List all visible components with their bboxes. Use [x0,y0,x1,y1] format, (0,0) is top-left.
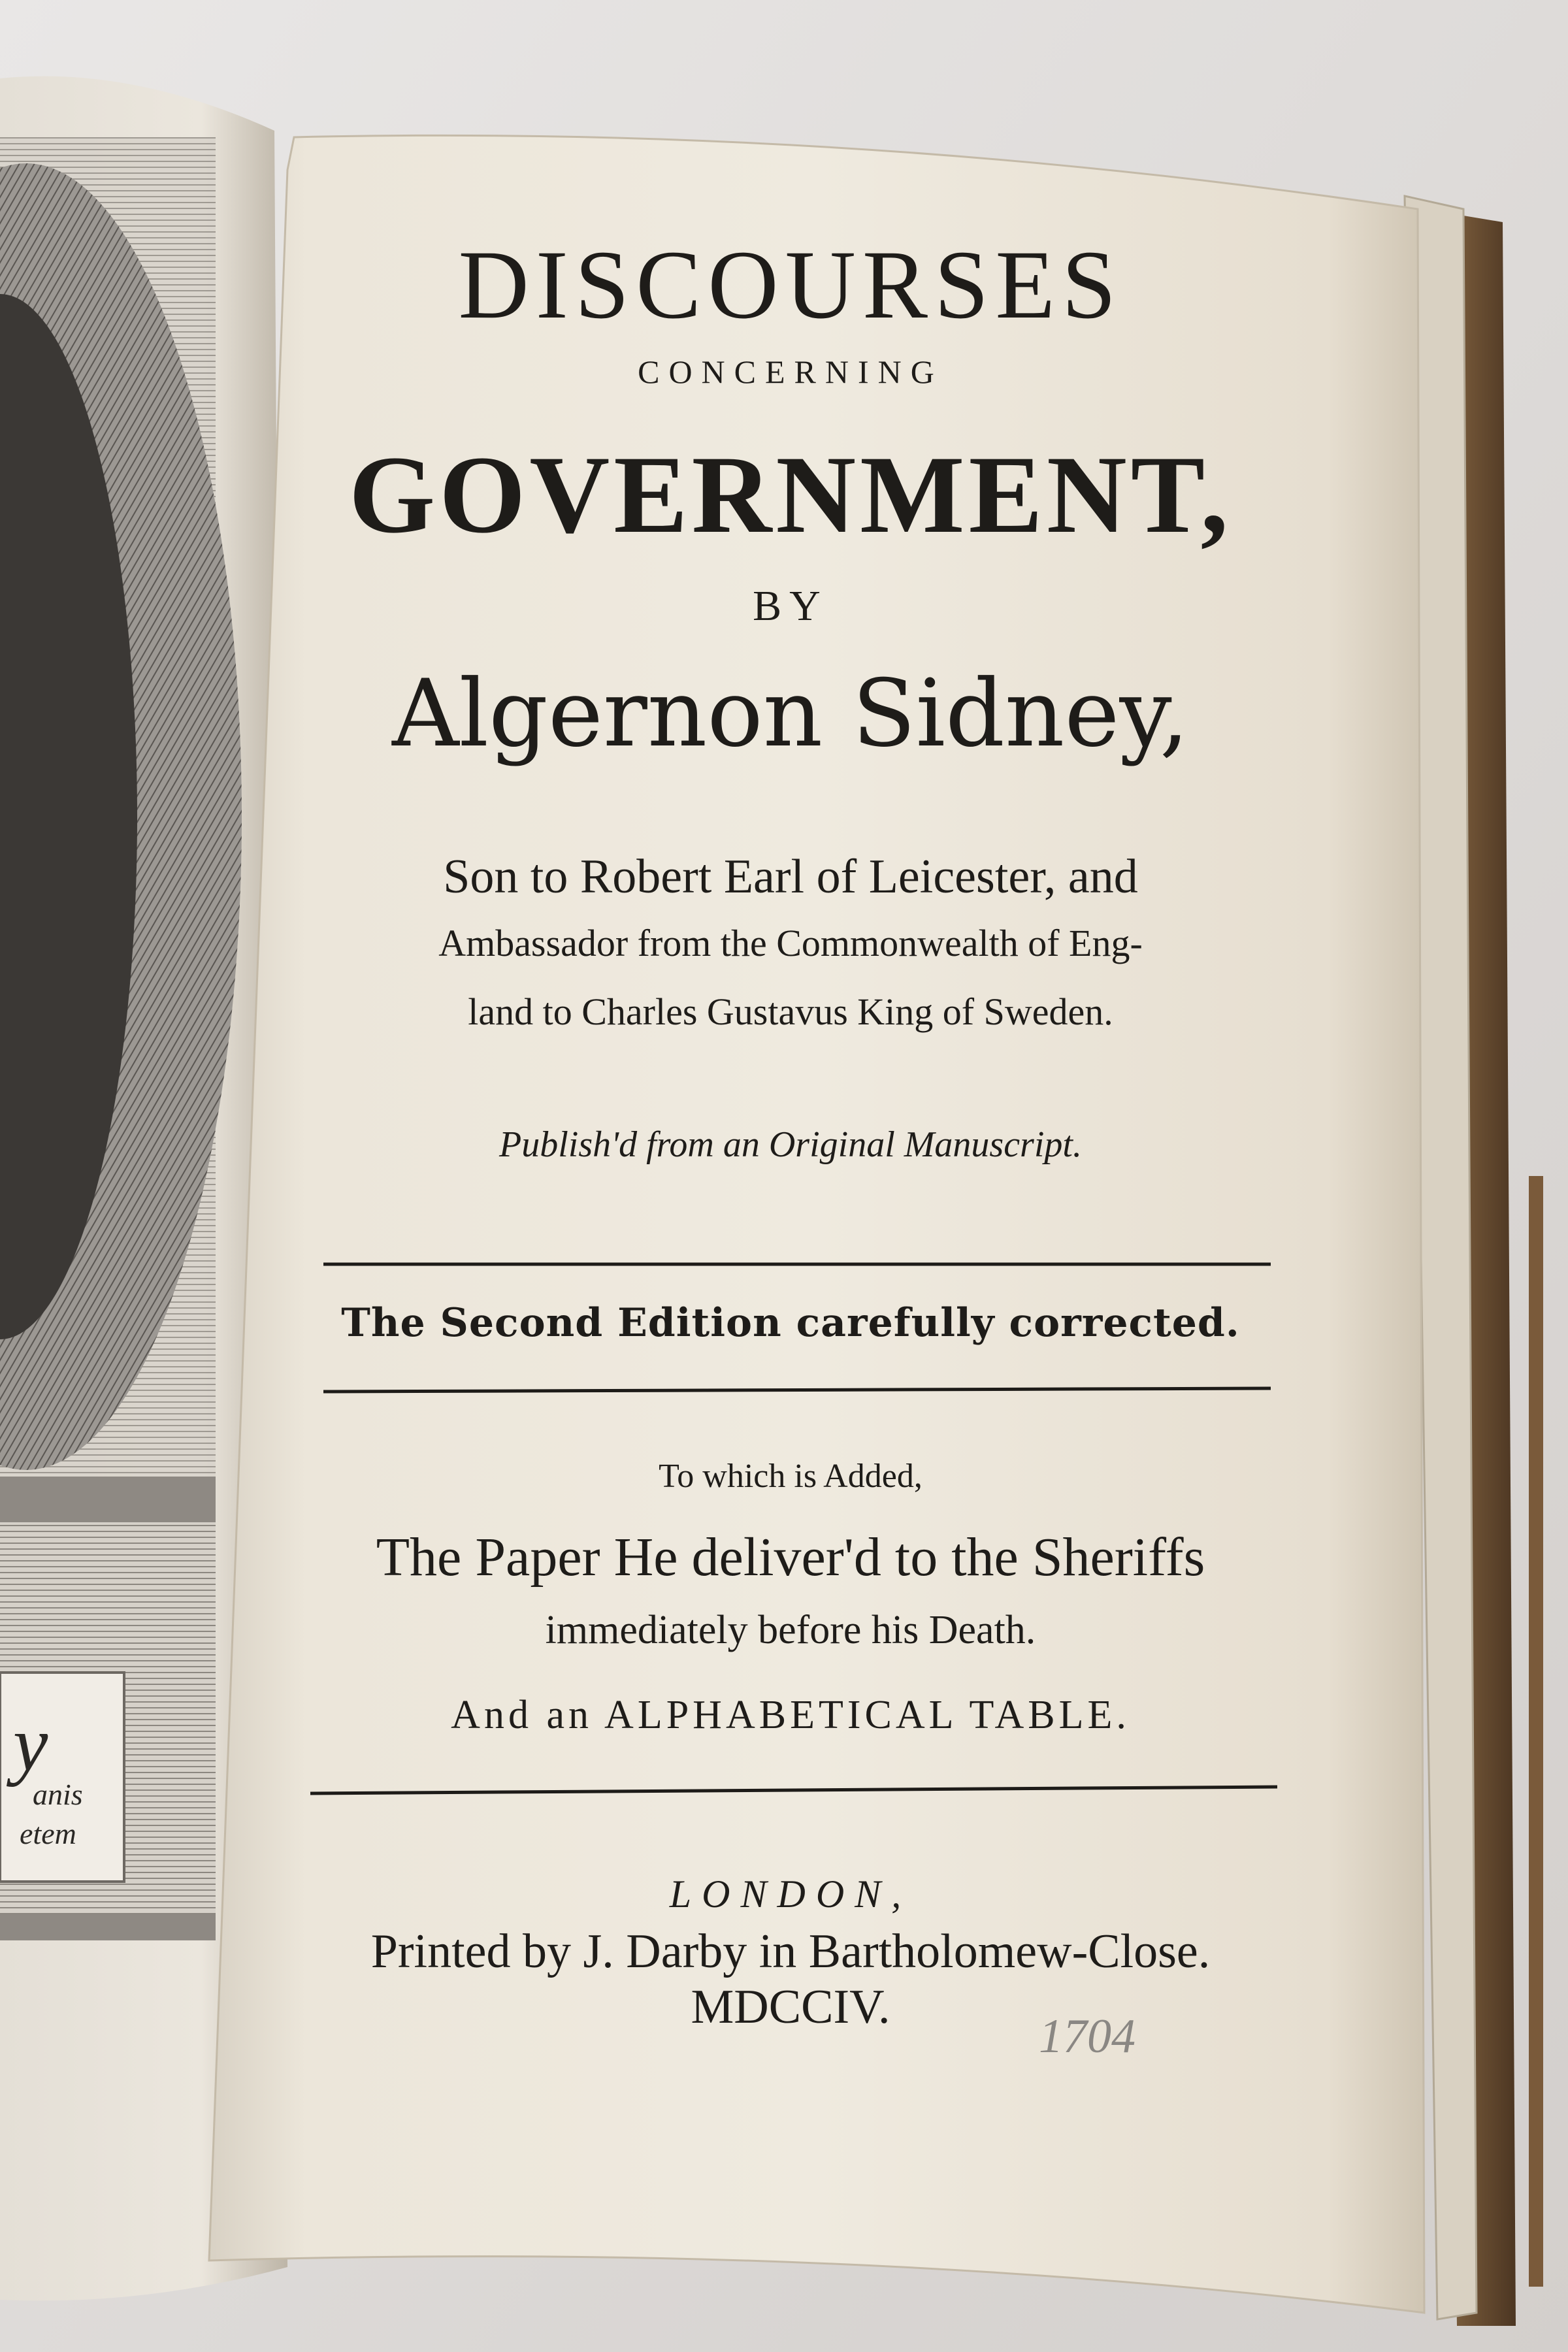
added-table: And an ALPHABETICAL TABLE. [451,1693,1130,1737]
pedestal-base [0,1914,216,1940]
published-note: Publish'd from an Original Manuscript. [499,1124,1082,1165]
author-description-line-3: land to Charles Gustavus King of Sweden. [468,990,1113,1033]
title-government: GOVERNMENT, [348,433,1233,556]
title-discourses: DISCOURSES [458,231,1123,339]
imprint-city: LONDON, [669,1872,912,1916]
added-paper-line-2: immediately before his Death. [545,1608,1036,1652]
imprint-printer: Printed by J. Darby in Bartholomew-Close. MDCCIV. [370,1925,1211,2034]
frontispiece-caption-small-1: anis [33,1778,83,1811]
binding-strap [1529,1176,1543,2287]
pedestal-top [0,1477,216,1522]
author-description-line-1: Son to Robert Earl of Leicester, and [443,850,1138,904]
frontispiece-caption-small-2: etem [20,1817,76,1850]
author-description-line-2: Ambassador from the Commonwealth of Eng- [438,922,1143,964]
title-by: BY [753,582,828,630]
pencil-date-note: 1704 [1039,2010,1135,2063]
added-intro: To which is Added, [659,1458,923,1495]
title-concerning: CONCERNING [638,353,943,390]
added-paper: The Paper He deliver'd to the Sheriffs [376,1527,1205,1588]
frontispiece-caption-large: y [13,1700,48,1787]
title-author: Algernon Sidney, [392,660,1189,768]
edition-note: The Second Edition carefully corrected. [341,1300,1240,1346]
